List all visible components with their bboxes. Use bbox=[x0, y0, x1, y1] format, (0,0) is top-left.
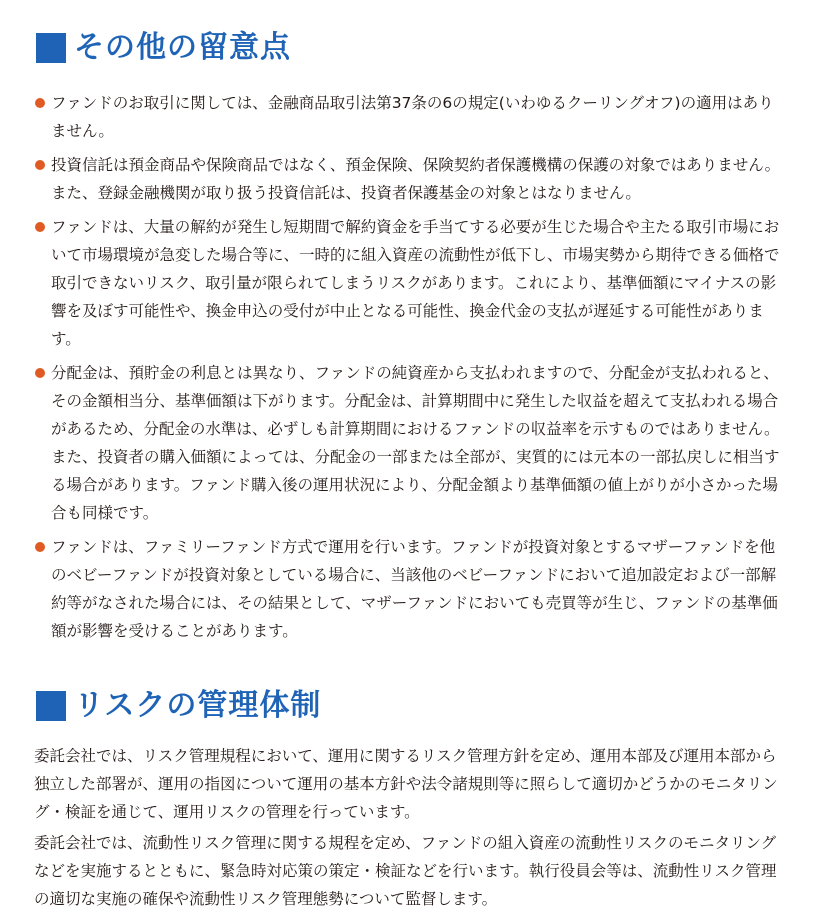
bullet-dot-icon bbox=[35, 368, 45, 378]
bullet-dot-icon bbox=[35, 160, 45, 170]
bullet-dot-icon bbox=[35, 542, 45, 552]
list-item bbox=[34, 151, 786, 207]
bullet-text: ファンドのお取引に関しては、金融商品取引法第37条の6の規定(いわゆるクーリングオフ)の適用はありません。 bbox=[51, 94, 774, 140]
paragraph: 委託会社では、リスク管理規程において、運用に関するリスク管理方針を定め、運用本部及び運用本部から独立した部署が、運用の指図について運用の基本方針や法令諸規則等に照らして適切かどうかのモニタリング・検証を通じて、運用リスクの管理を行っています。 bbox=[34, 747, 778, 821]
risk-management-body bbox=[34, 742, 786, 916]
bullet-dot-icon bbox=[35, 222, 45, 232]
list-item bbox=[34, 359, 786, 527]
section-heading-risk-management bbox=[36, 688, 321, 724]
bullet-text: 投資信託は預金商品や保険商品ではなく、預金保険、保険契約者保護機構の保護の対象ではありません。また、登録金融機関が取り扱う投資信託は、投資者保護基金の対象とはなりません。 bbox=[51, 156, 781, 202]
heading-square-icon bbox=[36, 691, 66, 721]
section-heading-other-notes bbox=[36, 30, 291, 66]
section-title: その他の留意点 bbox=[74, 30, 291, 65]
section-title: リスクの管理体制 bbox=[74, 688, 322, 723]
list-item bbox=[34, 213, 786, 353]
paragraph: 委託会社では、流動性リスク管理に関する規程を定め、ファンドの組入資産の流動性リスクのモニタリングなどを実施するとともに、緊急時対応策の策定・検証などを行います。執行役員会等は、流動性リスク管理の適切な実施の確保や流動性リスク管理態勢について監督します。 bbox=[34, 834, 777, 908]
bullet-text: ファンドは、大量の解約が発生し短期間で解約資金を手当てする必要が生じた場合や主たる取引市場において市場環境が急変した場合等に、一時的に組入資産の流動性が低下し、市場実勢から期待できる価格で取引できないリスク、取引量が限られてしまうリスクがあります。これにより、基準価額にマイナスの影響を及ぼす可能性や、換金申込の受付が中止となる可能性、換金代金の支払が遅延する可能性があります。 bbox=[51, 218, 780, 348]
bullet-dot-icon bbox=[35, 98, 45, 108]
bullet-text: 分配金は、預貯金の利息とは異なり、ファンドの純資産から支払われますので、分配金が支払われると、その金額相当分、基準価額は下がります。分配金は、計算期間中に発生した収益を超えて支払われる場合があるため、分配金の水準は、必ずしも計算期間におけるファンドの収益率を示すものではありません。また、投資者の購入価額によっては、分配金の一部または全部が、実質的には元本の一部払戻しに相当する場合があります。ファンド購入後の運用状況により、分配金額より基準価額の値上がりが小さかった場合も同様です。 bbox=[51, 364, 780, 522]
list-item bbox=[34, 533, 786, 645]
list-item bbox=[34, 89, 786, 145]
bullet-text: ファンドは、ファミリーファンド方式で運用を行います。ファンドが投資対象とするマザーファンドを他のベビーファンドが投資対象としている場合に、当該他のベビーファンドにおいて追加設定および一部解約等がなされた場合には、その結果として、マザーファンドにおいても売買等が生じ、ファンドの基準価額が影響を受けることがあります。 bbox=[51, 538, 778, 640]
notes-list bbox=[34, 89, 786, 651]
heading-square-icon bbox=[36, 33, 66, 63]
